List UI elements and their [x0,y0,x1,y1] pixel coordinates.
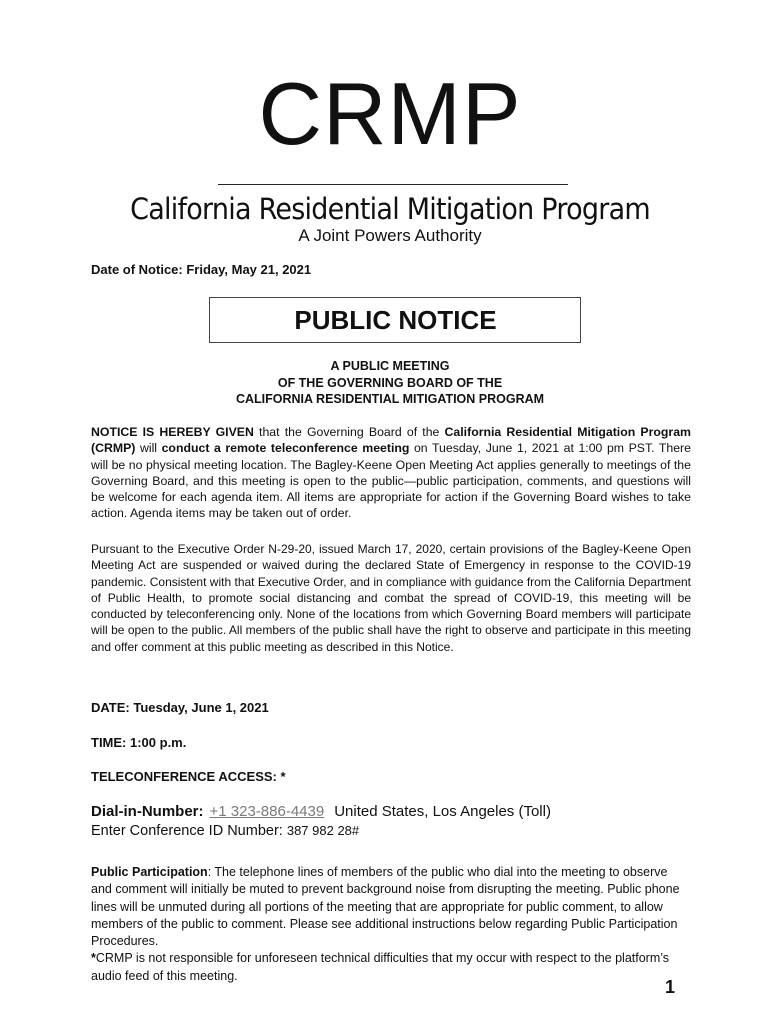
meeting-date: DATE: Tuesday, June 1, 2021 [91,700,269,715]
notice-paragraph [91,424,691,522]
meeting-time: TIME: 1:00 p.m. [91,735,187,750]
crmp-logo: CRMP [258,64,522,163]
dial-in-region: United States, Los Angeles (Toll) [334,803,551,820]
meeting-heading-line2: OF THE GOVERNING BOARD OF THE [277,375,503,390]
meeting-heading [0,358,770,408]
page-number: 1 [665,977,676,997]
meeting-heading-line1: A PUBLIC MEETING [330,359,450,373]
dial-in-number-link[interactable]: +1 323-886-4439 [209,803,325,820]
disclaimer-text: CRMP is not responsible for unforeseen technical difficulties that my occur with respect to the platform’s audio feed of this meeting. [91,951,670,983]
executive-order-paragraph: Pursuant to the Executive Order N-29-20, issued March 17, 2020, certain provisions of the Bagley-Keene Open Meeting Act are suspended or waived during the declared State of Emergency in response to the COVID-19 pandemic. Consistent with that Executive Order, and in compliance with guidance from the California Department of Public Health, to promote social distancing and combat the spread of COVID-19, this meeting will be conducted by teleconferencing only. None of the locations from which Governing Board members will participate will be open to the public. All members of the public shall have the right to observe and participate in this meeting and offer comment at this public meeting as described in this Notice. [91,542,691,654]
org-subtitle: A Joint Powers Authority [298,226,482,245]
dial-in-line [91,803,551,820]
header-divider [218,184,568,185]
notice-text-1: that the Governing Board of the [253,425,445,439]
notice-org: California Residential Mitigation Program (CRMP) [91,425,691,456]
notice-action: conduct a remote teleconference meeting [161,441,410,456]
public-participation-label: Public Participation [91,865,208,879]
notice-text-3: on Tuesday, June 1, 2021 at 1:00 pm PST. There will be no physical meeting location. The Bagley-Keene Open Meeting Act applies generally to meetings of the Governing Board, and this meeting is open to the public—public participation, comments, and questions will be welcome for each agenda item. All items are appropriate for action if the Governing Board wishes to take action. Agenda items may be taken out of order. [91,441,691,521]
disclaimer-star: * [91,951,96,966]
conference-id: 387 982 28# [286,823,360,838]
meeting-heading-line3: CALIFORNIA RESIDENTIAL MITIGATION PROGRAM [235,392,545,406]
conference-id-line [91,823,359,839]
teleconference-access: TELECONFERENCE ACCESS: * [91,769,286,784]
notice-text-2: will [135,441,162,456]
dial-in-label: Dial-in-Number: [91,803,204,820]
conference-id-label: Enter Conference ID Number: [91,823,283,839]
public-participation-text: : The telephone lines of members of the public who dial into the meeting to observe and comment will initially be muted to prevent background noise from disrupting the meeting. Public phone lines will be unmuted during all portions of the meeting that are appropriate for public comment, to allow members of the public to comment. Please see additional instructions below regarding Public Participation Procedures. [91,865,680,949]
public-participation-paragraph [91,864,691,985]
public-notice-title: PUBLIC NOTICE [294,305,497,335]
date-of-notice: Date of Notice: Friday, May 21, 2021 [91,262,312,277]
org-name: California Residential Mitigation Program [130,192,650,226]
notice-lead: NOTICE IS HEREBY GIVEN [91,425,254,439]
